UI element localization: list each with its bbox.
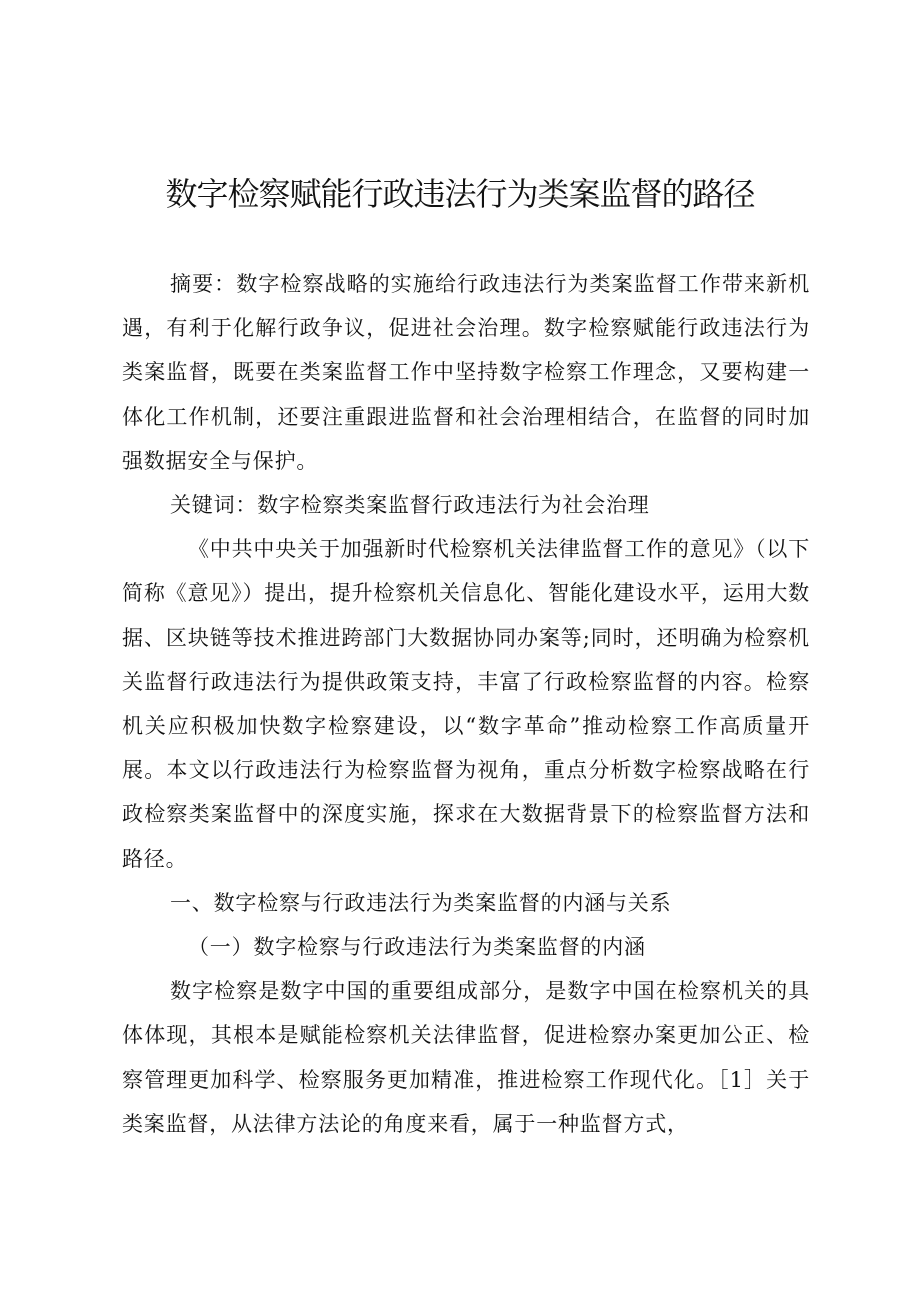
intro-paragraph: 《中共中央关于加强新时代检察机关法律监督工作的意见》（以下简称《意见》）提出，提升检察机关信息化、智能化建设水平，运用大数据、区块链等技术推进跨部门大数据协同办案等;同时，还明确为检察机关监督行政违法行为提供政策支持，丰富了行政检察监督的内容。检察机关应积极加快数字检察建设，以“数字革命”推动检察工作高质量开展。本文以行政违法行为检察监督为视角，重点分析数字检察战略在行政检察类案监督中的深度实施，探求在大数据背景下的检察监督方法和路径。 (122, 537, 810, 871)
subsection-heading: （一）数字检察与行政违法行为类案监督的内涵 (188, 935, 646, 960)
section-heading: 一、数字检察与行政违法行为类案监督的内涵与关系 (170, 890, 672, 915)
body-paragraph: 数字检察是数字中国的重要组成部分，是数字中国在检察机关的具体体现，其根本是赋能检察机关法律监督，促进检察办案更加公正、检察管理更加科学、检察服务更加精准，推进检察工作现代化。［1］关于类案监督，从法律方法论的角度来看，属于一种监督方式， (122, 979, 810, 1136)
document-title: 数字检察赋能行政违法行为类案监督的路径 (165, 175, 755, 213)
keywords-paragraph: 关键词：数字检察类案监督行政违法行为社会治理 (170, 493, 650, 518)
abstract-paragraph: 摘要：数字检察战略的实施给行政违法行为类案监督工作带来新机遇，有利于化解行政争议，促进社会治理。数字检察赋能行政违法行为类案监督，既要在类案监督工作中坚持数字检察工作理念，又要构建一体化工作机制，还要注重跟进监督和社会治理相结合，在监督的同时加强数据安全与保护。 (122, 272, 810, 473)
document-body (122, 262, 810, 1146)
